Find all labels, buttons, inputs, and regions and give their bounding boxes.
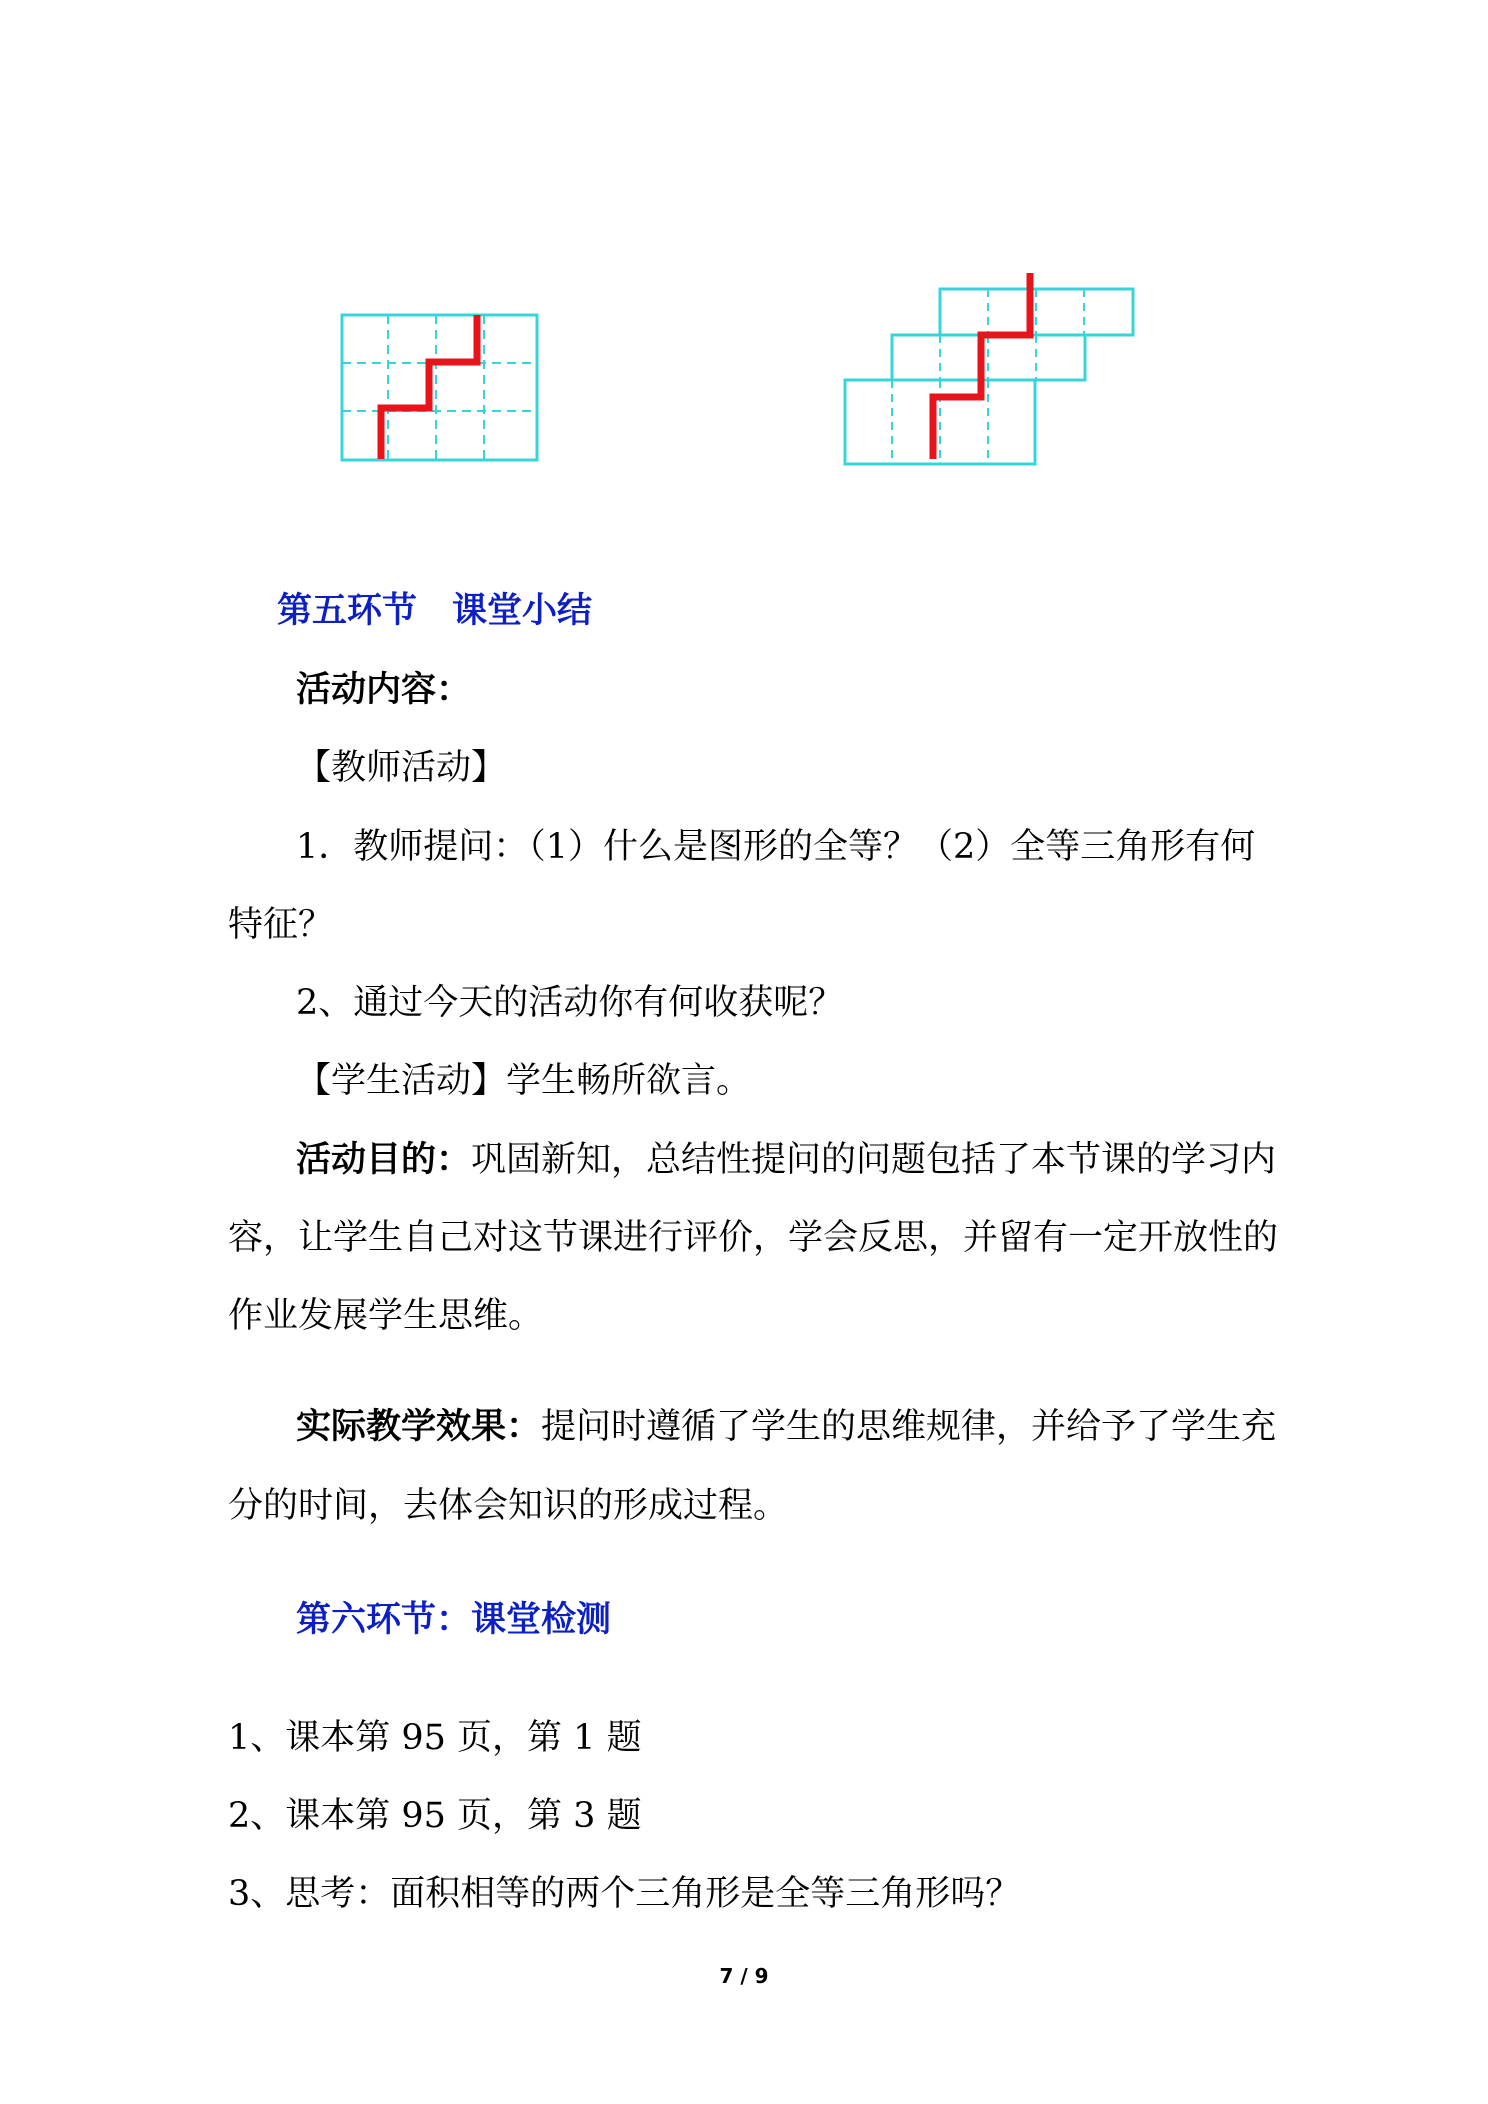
teacher-activity-label: 【教师活动】 bbox=[296, 748, 507, 788]
activity-content-label: 活动内容： bbox=[296, 669, 472, 710]
question-one-line-one: 1．教师提问：（1）什么是图形的全等？（2）全等三角形有何 bbox=[296, 827, 1256, 867]
exercise-item-2: 2、课本第 95 页，第 3 题 bbox=[228, 1796, 642, 1836]
activity-purpose-text: 巩固新知，总结性提问的问题包括了本节课的学习内 bbox=[471, 1140, 1277, 1180]
section-five-heading: 第五环节 课堂小结 bbox=[277, 590, 593, 631]
student-activity-label: 【学生活动】 bbox=[296, 1061, 507, 1101]
student-activity-line bbox=[296, 1059, 751, 1103]
activity-purpose-label: 活动目的： bbox=[296, 1139, 472, 1180]
grid-figure-staircase bbox=[843, 273, 1141, 468]
activity-purpose-line-three: 作业发展学生思维。 bbox=[228, 1296, 544, 1336]
teaching-effect-line-one bbox=[296, 1405, 1276, 1449]
cut-path bbox=[933, 273, 1030, 459]
exercise-item-3: 3、思考：面积相等的两个三角形是全等三角形吗？ bbox=[228, 1874, 1021, 1914]
teaching-effect-label: 实际教学效果： bbox=[296, 1406, 542, 1447]
cut-path bbox=[381, 315, 477, 459]
page-number: 7 / 9 bbox=[719, 1964, 769, 1988]
teaching-effect-line-two: 分的时间，去体会知识的形成过程。 bbox=[228, 1486, 789, 1526]
activity-purpose-line-two: 容，让学生自己对这节课进行评价，学会反思，并留有一定开放性的 bbox=[228, 1218, 1279, 1258]
teaching-effect-text: 提问时遵循了学生的思维规律，并给予了学生充 bbox=[541, 1407, 1277, 1447]
grid-figure-rectangle bbox=[340, 313, 540, 463]
section-six-heading: 第六环节：课堂检测 bbox=[296, 1599, 612, 1640]
exercise-item-1: 1、课本第 95 页，第 1 题 bbox=[228, 1718, 642, 1758]
grid-outline bbox=[342, 315, 537, 460]
student-activity-text: 学生畅所欲言。 bbox=[506, 1061, 752, 1101]
question-one-line-two: 特征？ bbox=[228, 905, 334, 945]
question-two: 2、通过今天的活动你有何收获呢？ bbox=[296, 983, 844, 1023]
activity-purpose-line-one bbox=[296, 1138, 1276, 1182]
